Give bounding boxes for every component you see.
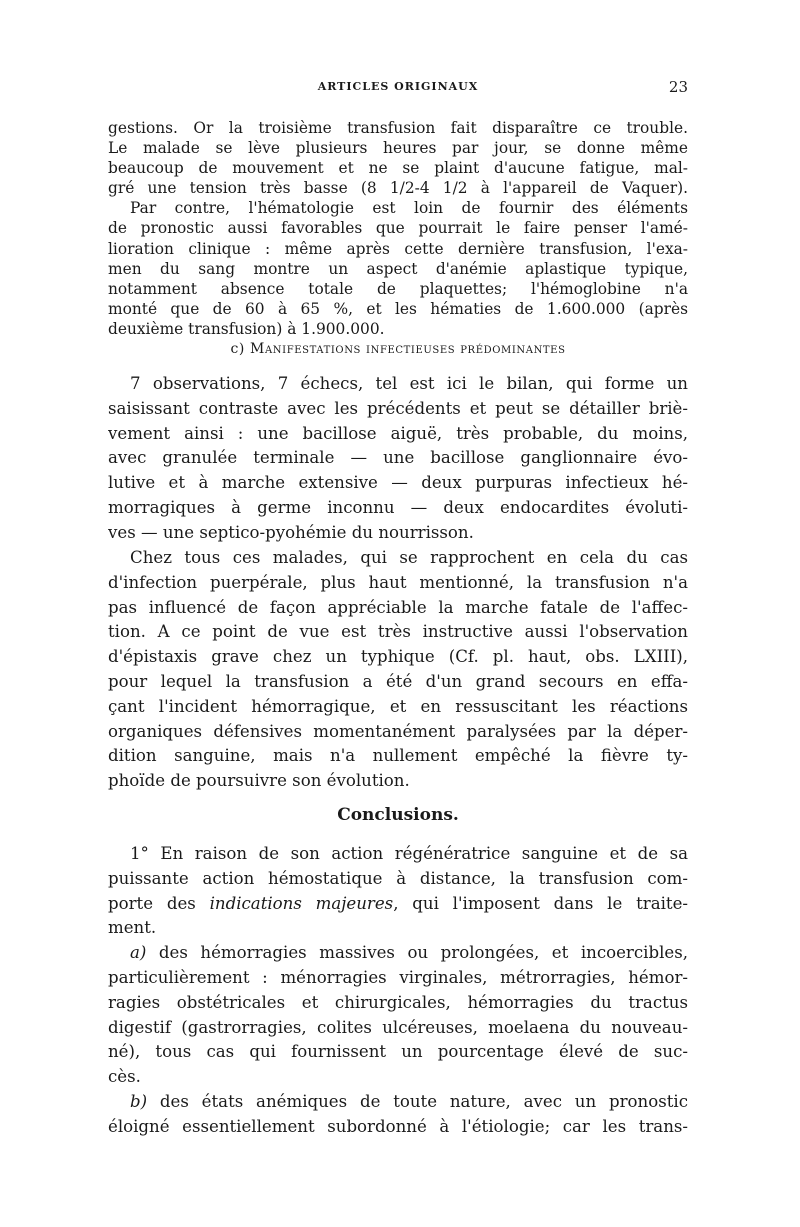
text-line: Le malade se lève plusieurs heures par jour, se donne même [108, 139, 688, 158]
text-line: monté que de 60 à 65 %, et les hématies de 1.600.000 (après [108, 299, 688, 318]
text-line: gré une tension très basse (8 1/2-4 1/2 à l'appareil de Vaquer). [108, 179, 688, 198]
text-line: gestions. Or la troisième transfusion fait disparaître ce trouble. [108, 119, 688, 137]
text-fragment: porte des [108, 893, 210, 913]
text-line: phoïde de poursuivre son évolution. [108, 771, 410, 791]
text-line: vement ainsi : une bacillose aiguë, très probable, du moins, [108, 423, 688, 443]
text-line: lioration clinique : même après cette dernière transfusion, l'exa- [108, 239, 688, 258]
section-heading [108, 341, 688, 357]
text-line: men du sang montre un aspect d'anémie aplastique typique, [108, 259, 688, 278]
text-line: pour lequel la transfusion a été d'un grand secours en effa- [108, 671, 688, 691]
text-line: d'épistaxis grave chez un typhique (Cf. pl. haut, obs. LXIII), [108, 647, 688, 667]
text-line: pas influencé de façon appréciable la marche fatale de l'affec- [108, 597, 688, 617]
text-line: notamment absence totale de plaquettes; l'hémoglobine n'a [108, 279, 688, 298]
text-line: saisissant contraste avec les précédents et peut se détailler briè- [108, 398, 688, 418]
text-line: tion. A ce point de vue est très instructive aussi l'observation [108, 622, 688, 642]
text-line: beaucoup de mouvement et ne se plaint d'aucune fatigue, mal- [108, 159, 688, 178]
text-line: né), tous cas qui fournissent un pourcentage élevé de suc- [108, 1042, 688, 1062]
text-line: particulièrement : ménorragies virginales, métrorragies, hémor- [108, 967, 688, 987]
text-line: Chez tous ces malades, qui se rapprochent en cela du cas [130, 548, 688, 567]
paragraph-observations [108, 372, 688, 546]
text-line: lutive et à marche extensive — deux purpuras infectieux hé- [108, 473, 688, 493]
text-line: d'infection puerpérale, plus haut mentionné, la transfusion n'a [108, 572, 688, 592]
text-line: de pronostic aussi favorables que pourrait le faire penser l'amé- [108, 219, 688, 238]
text-line [108, 1090, 688, 1115]
text-fragment: des états anémiques de toute nature, avec un pronostic [147, 1091, 688, 1111]
item-letter-a: a) [130, 943, 147, 963]
text-line: dition sanguine, mais n'a nullement empêché la fièvre ty- [108, 746, 688, 766]
text-fragment: des hémorragies massives ou prolongées, et incoercibles, [146, 943, 688, 963]
page-number: 23 [668, 78, 688, 96]
text-line: avec granulée terminale — une bacillose ganglionnaire évo- [108, 448, 688, 468]
running-title: ARTICLES ORIGINAUX [317, 80, 479, 93]
paragraph-infections [108, 546, 688, 794]
text-line: deuxième transfusion) à 1.900.000. [108, 319, 385, 338]
conclusions-body [108, 842, 688, 1140]
text-line: organiques défensives momentanément paralysées par la déper- [108, 721, 688, 741]
section-title: Manifestations infectieuses prédominantes [250, 341, 566, 357]
text-line: éloigné essentiellement subordonné à l'étiologie; car les trans- [108, 1116, 688, 1136]
text-line: 1° En raison de son action régénératrice sanguine et de sa [130, 844, 688, 863]
conclusions-heading: Conclusions. [337, 805, 459, 825]
item-letter-b: b) [130, 1091, 148, 1111]
section-letter: c) [230, 341, 245, 357]
text-line [108, 892, 688, 917]
text-line: cès. [108, 1067, 141, 1087]
text-line: ment. [108, 918, 157, 938]
text-line: digestif (gastrorragies, colites ulcéreuses, moelaena du nouveau- [108, 1017, 688, 1037]
emphasis-indications: indications majeures [209, 893, 394, 913]
text-line: ragies obstétricales et chirurgicales, hémorragies du tractus [108, 992, 688, 1012]
text-line: 7 observations, 7 échecs, tel est ici le bilan, qui forme un [130, 374, 688, 393]
paragraph-hematology [108, 118, 688, 339]
text-line: puissante action hémostatique à distance, la transfusion com- [108, 868, 688, 888]
text-fragment: , qui l'imposent dans le traite- [393, 893, 688, 913]
page-header [108, 78, 688, 98]
text-line: çant l'incident hémorragique, et en ressuscitant les réactions [108, 696, 688, 716]
text-line [108, 941, 688, 966]
text-line: morragiques à germe inconnu — deux endocardites évoluti- [108, 497, 688, 517]
text-line: ves — une septico-pyohémie du nourrisson. [108, 522, 474, 542]
text-line: Par contre, l'hématologie est loin de fournir des éléments [130, 199, 688, 218]
